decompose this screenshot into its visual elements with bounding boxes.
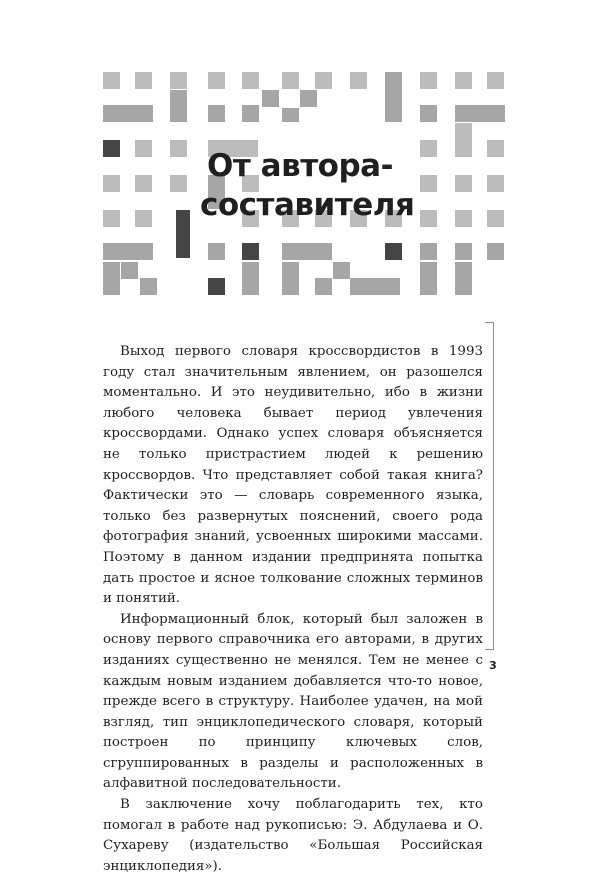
- page-number: 3: [489, 659, 497, 672]
- crossword-cell: [262, 90, 279, 107]
- crossword-cell: [350, 72, 367, 89]
- crossword-cell: [103, 262, 120, 295]
- crossword-cell: [208, 243, 225, 260]
- crossword-cell: [420, 262, 437, 295]
- crossword-cell: [242, 262, 259, 295]
- crossword-cell: [315, 278, 332, 295]
- crossword-cell: [487, 72, 504, 89]
- paragraph: Информационный блок, который был заложен в основу первого справочника его авторами, в других изданиях существенно не менялся. Тем не менее с каждым новым изданием добавляется что-то новое, прежде всего в структуру. Наиболее удачен, на мой взгляд, тип энциклопедического словаря, который построен по принципу ключевых слов, сгруппированных в разделы и расположенных в алфавитной последовательности.: [103, 611, 483, 792]
- crossword-cell: [121, 262, 138, 279]
- crossword-cell: [170, 90, 187, 122]
- crossword-cell: [176, 210, 190, 258]
- margin-bracket-rule: [485, 322, 494, 650]
- crossword-cell: [208, 105, 225, 122]
- crossword-cell: [140, 278, 157, 295]
- crossword-cell: [420, 243, 437, 260]
- crossword-cell: [135, 210, 152, 227]
- crossword-cell: [455, 175, 472, 192]
- crossword-cell: [242, 105, 259, 122]
- crossword-cell: [242, 243, 259, 260]
- crossword-cell: [455, 72, 472, 89]
- crossword-cell: [135, 175, 152, 192]
- crossword-cell: [170, 175, 187, 192]
- crossword-cell: [487, 175, 504, 192]
- crossword-cell: [487, 140, 504, 157]
- crossword-cell: [420, 175, 437, 192]
- crossword-cell: [282, 72, 299, 89]
- crossword-cell: [300, 90, 317, 107]
- crossword-cell: [208, 278, 225, 295]
- crossword-cell: [385, 243, 402, 260]
- crossword-cell: [135, 72, 152, 89]
- page-title: [200, 147, 415, 225]
- crossword-cell: [455, 105, 505, 122]
- crossword-cell: [333, 262, 350, 279]
- crossword-cell: [350, 278, 400, 295]
- crossword-cell: [420, 72, 437, 89]
- crossword-cell: [455, 210, 472, 227]
- crossword-cell: [315, 72, 332, 89]
- crossword-cell: [420, 140, 437, 157]
- crossword-cell: [103, 105, 153, 122]
- paragraph: В заключение хочу поблагодарить тех, кто помогал в работе над рукописью: Э. Абдулаева и О. Сухареву (издательство «Большая Российская энциклопедия»).: [103, 797, 483, 874]
- crossword-cell: [242, 72, 259, 89]
- crossword-cell: [103, 175, 120, 192]
- crossword-cell: [103, 72, 120, 89]
- crossword-cell: [455, 123, 472, 157]
- paragraph: Выход первого словаря кроссвордистов в 1993 году стал значительным явлением, он разошелся моментально. И это неудивительно, ибо в жизни любого человека бывает период увлечения кроссвордами. Однако успех словаря объясняется не только пристрастием людей к решению кроссвордов. Что представляет собой такая книга? Фактически это — словарь современного языка, только без развернутых пояснений, своего рода фотография знаний, усвоенных широкими массами. Поэтому в данном издании предпринята попытка дать простое и ясное толкование сложных терминов и понятий.: [103, 344, 483, 607]
- crossword-cell: [420, 210, 437, 227]
- crossword-cell: [103, 210, 120, 227]
- crossword-cell: [487, 210, 504, 227]
- crossword-cell: [455, 243, 472, 260]
- crossword-cell: [282, 262, 299, 295]
- crossword-cell: [455, 262, 472, 295]
- crossword-cell: [170, 140, 187, 157]
- crossword-cell: [420, 105, 437, 122]
- title-line-2: составителя: [200, 186, 415, 223]
- crossword-cell: [385, 72, 402, 122]
- crossword-cell: [103, 243, 153, 260]
- body-text: [103, 342, 483, 877]
- crossword-cell: [103, 140, 120, 157]
- crossword-cell: [208, 72, 225, 89]
- crossword-cell: [170, 72, 187, 89]
- crossword-cell: [487, 243, 504, 260]
- crossword-cell: [282, 108, 299, 122]
- crossword-cell: [135, 140, 152, 157]
- crossword-cell: [282, 243, 332, 260]
- title-line-1: От автора-: [207, 147, 393, 184]
